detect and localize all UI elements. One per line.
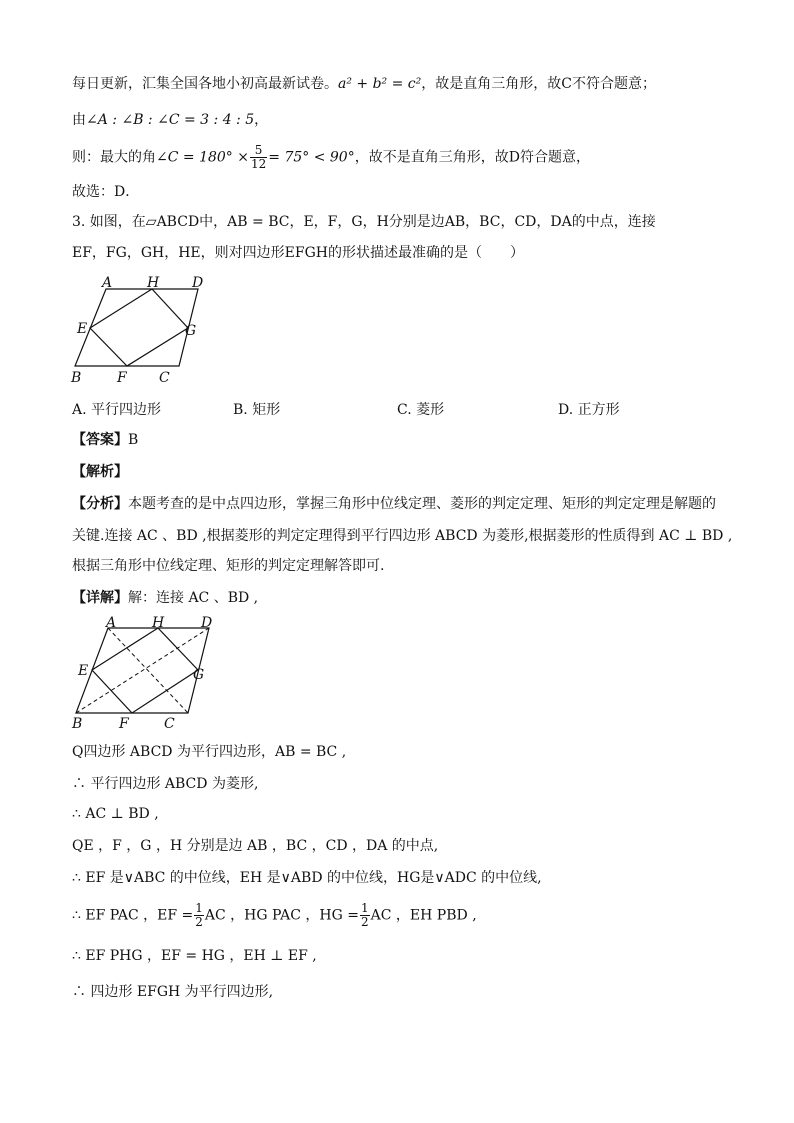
proof-step-6: [72, 902, 477, 929]
label-e: E: [77, 321, 88, 337]
fraction-denominator: 12: [250, 157, 267, 171]
text-line-1: [72, 74, 656, 94]
detail-text: 解：连接 AC 、BD ,: [128, 590, 259, 606]
text-line-4: 故选：D．: [72, 184, 140, 200]
proof-step-5: ∴ EF 是∨ABC 的中位线，EH 是∨ABD 的中位线，HG是∨ADC 的中位线,: [72, 870, 542, 886]
parallelogram-figure-1: [68, 272, 218, 388]
fenxi-tag: 【分析】: [72, 496, 128, 512]
fraction-numerator: 1: [361, 901, 369, 915]
fenxi-line-3: 根据三角形中位线定理、矩形的判定定理解答即可.: [72, 558, 385, 574]
equation: a² + b² = c²: [338, 76, 422, 92]
text-line-3: [72, 144, 590, 171]
question-3-line-1: 3. 如图，在▱ABCD中，AB = BC，E，F，G，H分别是边AB，BC，CD，DA的中点，连接: [72, 214, 656, 230]
label-c: C: [164, 716, 175, 732]
analysis-tag: [72, 462, 128, 482]
equation: ∠A : ∠B : ∠C = 3 : 4 : 5: [86, 112, 255, 128]
quadrilateral-efgh: [92, 628, 198, 713]
text-fragment: AC ，HG PAC ，HG =: [204, 907, 360, 924]
label-g: G: [193, 667, 205, 683]
label-f: F: [119, 716, 129, 732]
fraction: [250, 144, 267, 171]
text-line-2: [72, 110, 268, 130]
text-fragment: 由: [72, 112, 86, 128]
text-fragment: AC ，EH PBD ,: [370, 907, 477, 924]
analysis-heading: 【解析】: [72, 464, 128, 480]
label-g: G: [185, 323, 197, 339]
quadrilateral-efgh: [90, 289, 188, 366]
equation: = 75° < 90°: [268, 149, 355, 166]
fenxi-text: 本题考查的是中点四边形，掌握三角形中位线定理、菱形的判定定理、矩形的判定定理是解题的: [128, 496, 716, 512]
option-c: C. 菱形: [397, 402, 445, 418]
fraction: [194, 902, 204, 929]
answer-tag: 【答案】: [72, 432, 128, 448]
fraction: [360, 902, 370, 929]
option-b: B. 矩形: [233, 402, 281, 418]
proof-step-4: QE ，F ，G ，H 分别是边 AB ，BC ，CD ，DA 的中点,: [72, 838, 439, 854]
label-e: E: [78, 663, 89, 679]
text-fragment: 则：最大的角: [72, 149, 156, 166]
fraction-denominator: 2: [195, 915, 203, 929]
diagonal-bd: [76, 628, 209, 713]
text-fragment: ∴ EF PAC ，EF =: [72, 907, 194, 924]
fenxi-line-2: 关键.连接 AC 、BD ,根据菱形的判定定理得到平行四边形 ABCD 为菱形,根据菱形的性质得到 AC ⊥ BD ,: [72, 528, 733, 544]
label-a: A: [102, 275, 113, 291]
answer-value: B: [128, 432, 139, 448]
proof-step-8: ∴ 四边形 EFGH 为平行四边形,: [72, 984, 274, 1000]
text-fragment: ，故不是直角三角形，故D符合题意，: [354, 149, 590, 166]
label-h: H: [147, 275, 160, 291]
label-c: C: [159, 370, 170, 386]
equation: ∠C = 180° ×: [156, 149, 249, 166]
question-3-line-2: EF，FG，GH，HE，则对四边形EFGH的形状描述最准确的是（ ）: [72, 245, 524, 261]
proof-step-1: Q四边形 ABCD 为平行四边形，AB = BC ,: [72, 744, 347, 760]
option-a: A. 平行四边形: [72, 402, 162, 418]
label-d: D: [201, 615, 213, 631]
proof-step-7: ∴ EF PHG ，EF = HG ，EH ⊥ EF ,: [72, 948, 317, 964]
label-h: H: [152, 615, 165, 631]
proof-step-2: ∴ 平行四边形 ABCD 为菱形,: [72, 776, 259, 792]
fenxi-line-1: [72, 494, 716, 514]
text-fragment: ，: [254, 112, 269, 128]
parallelogram-abcd: [75, 289, 198, 366]
label-b: B: [71, 370, 82, 386]
detail-line-1: [72, 588, 258, 608]
fraction-numerator: 5: [250, 144, 267, 158]
proof-step-3: ∴ AC ⊥ BD ,: [72, 806, 159, 822]
label-b: B: [72, 716, 83, 732]
fraction-denominator: 2: [361, 915, 369, 929]
answer-line: [72, 430, 138, 450]
fraction-numerator: 1: [195, 901, 203, 915]
option-d: D. 正方形: [558, 402, 620, 418]
label-a: A: [106, 615, 117, 631]
label-f: F: [117, 370, 127, 386]
text-fragment: ，故是直角三角形，故C不符合题意；: [421, 76, 656, 92]
text-fragment: 每日更新，汇集全国各地小初高最新试卷。: [72, 76, 338, 92]
detail-tag: 【详解】: [72, 590, 128, 606]
parallelogram-figure-2: [68, 612, 218, 736]
label-d: D: [192, 275, 204, 291]
